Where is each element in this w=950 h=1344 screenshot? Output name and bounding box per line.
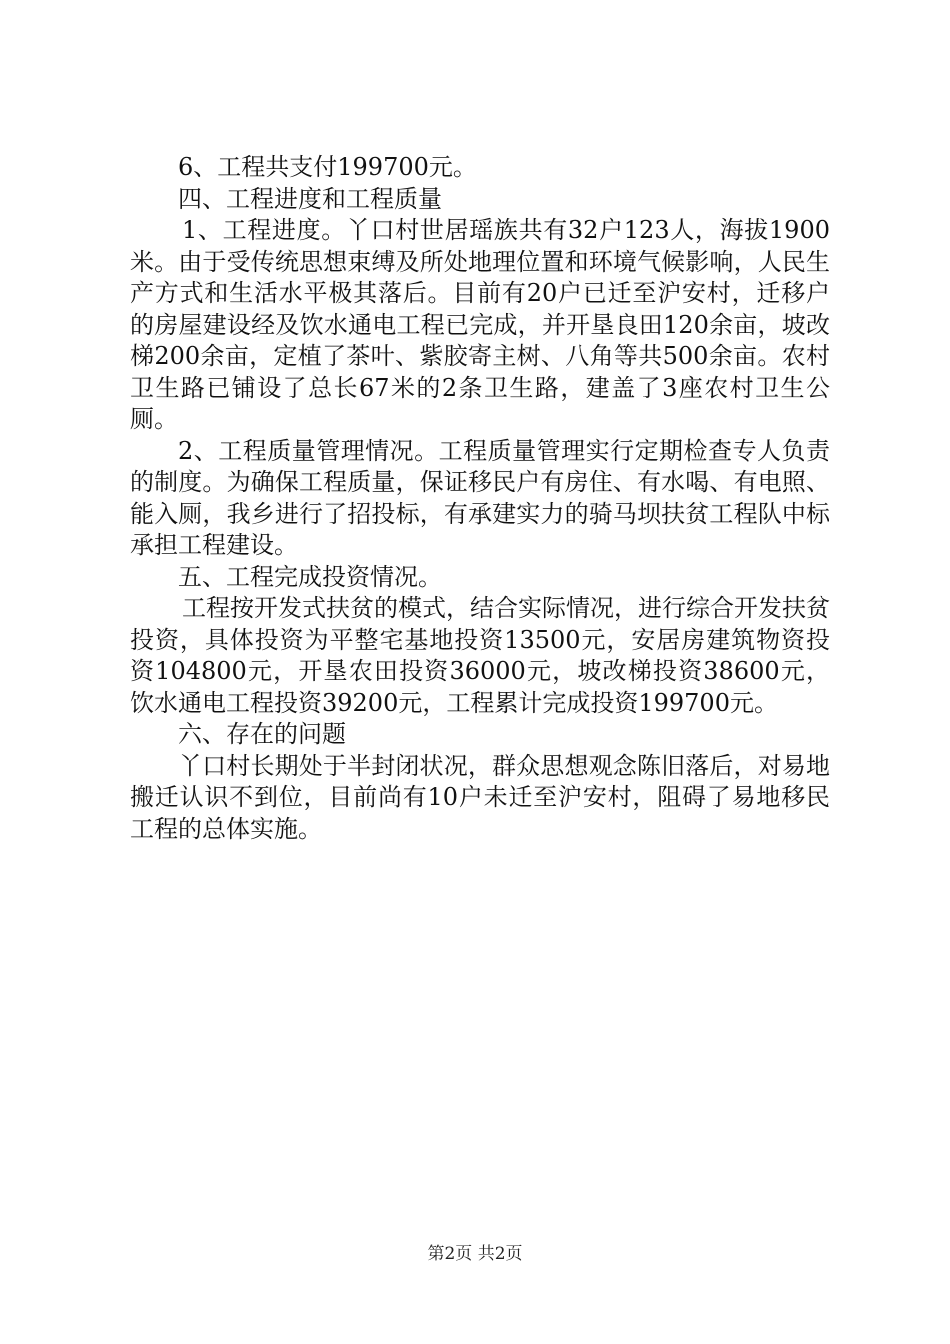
progress-paragraph: 1、工程进度。丫口村世居瑶族共有32户123人，海拔1900米。由于受传统思想束缚及所处地理位置和环境气候影响，人民生产方式和生活水平极其落后。目前有20户已迁至沪安村，迁移户的房屋建设经及饮水通电工程已完成，并开垦良田120余亩，坡改梯200余亩，定植了茶叶、紫胶寄主树、八角等共500余亩。农村卫生路已铺设了总长67米的2条卫生路，建盖了3座农村卫生公厕。 xyxy=(130,216,830,433)
investment-paragraph: 工程按开发式扶贫的模式，结合实际情况，进行综合开发扶贫投资，具体投资为平整宅基地投资13500元，安居房建筑物资投资104800元，开垦农田投资36000元，坡改梯投资38600元，饮水通电工程投资39200元，工程累计完成投资199700元。 xyxy=(130,594,830,717)
document-body xyxy=(130,152,830,845)
section-heading-progress-quality: 四、工程进度和工程质量 xyxy=(178,184,442,213)
section-heading-investment: 五、工程完成投资情况。 xyxy=(178,562,442,591)
section-heading-problems: 六、存在的问题 xyxy=(178,720,346,748)
payment-total-paragraph: 6、工程共支付199700元。 xyxy=(178,153,477,181)
page-number-footer: 第2页 共2页 xyxy=(427,1244,523,1264)
quality-management-paragraph: 2、工程质量管理情况。工程质量管理实行定期检查专人负责的制度。为确保工程质量，保证移民户有房住、有水喝、有电照、能入厕，我乡进行了招投标，有承建实力的骑马坝扶贫工程队中标承担工程建设。 xyxy=(130,436,830,559)
problems-paragraph: 丫口村长期处于半封闭状况，群众思想观念陈旧落后，对易地搬迁认识不到位，目前尚有10户未迁至沪安村，阻碍了易地移民工程的总体实施。 xyxy=(130,751,830,843)
